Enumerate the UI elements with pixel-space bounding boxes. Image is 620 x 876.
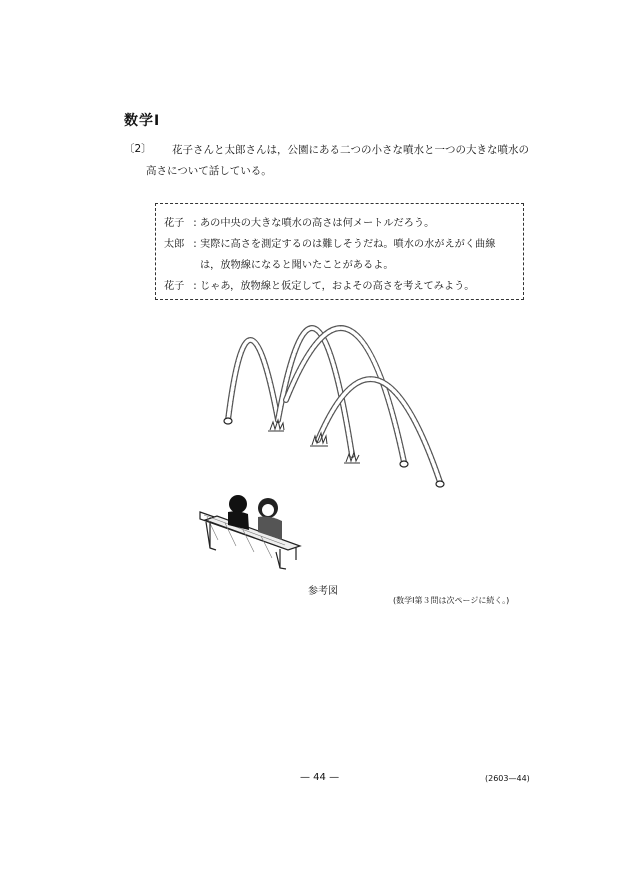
question-text-line-1: 花子さんと太郎さんは，公園にある二つの小さな噴水と一つの大きな噴水の	[172, 144, 529, 156]
person-boy	[228, 495, 249, 530]
dialogue-text: あの中央の大きな噴水の高さは何メートルだろう。	[200, 218, 435, 229]
dialogue-text: 実際に高さを測定するのは難しそうだね。噴水の水がえがく曲線	[200, 239, 496, 250]
speaker-name: 太郎	[164, 239, 185, 250]
fountain-nozzle	[224, 418, 232, 424]
dialogue-text: は，放物線になると聞いたことがあるよ。	[200, 260, 394, 271]
question-text-line-2: 高さについて話している。	[146, 165, 272, 177]
subject-title: 数学Ⅰ	[124, 113, 161, 129]
fountain-nozzle	[436, 481, 444, 487]
fountain-arc-right-outer	[318, 379, 440, 482]
fountain-nozzle	[400, 461, 408, 467]
speaker-name: 花子	[164, 281, 185, 292]
fountain-arc-left-inner	[228, 340, 278, 420]
dialogue-text: じゃあ，放物線と仮定して，およその高さを考えてみよう。	[200, 281, 475, 292]
speaker-colon: :	[193, 218, 197, 229]
figure-caption: 参考図	[308, 586, 338, 597]
page-number: — 44 —	[300, 772, 340, 783]
continuation-note: (数学Ⅰ第３問は次ページに続く。)	[393, 596, 510, 605]
speaker-colon: :	[193, 239, 197, 250]
exam-code: (2603—44)	[485, 774, 530, 783]
question-number: 〔2〕	[124, 143, 152, 155]
speaker-name: 花子	[164, 218, 185, 229]
bench	[200, 512, 300, 569]
speaker-colon: :	[193, 281, 197, 292]
